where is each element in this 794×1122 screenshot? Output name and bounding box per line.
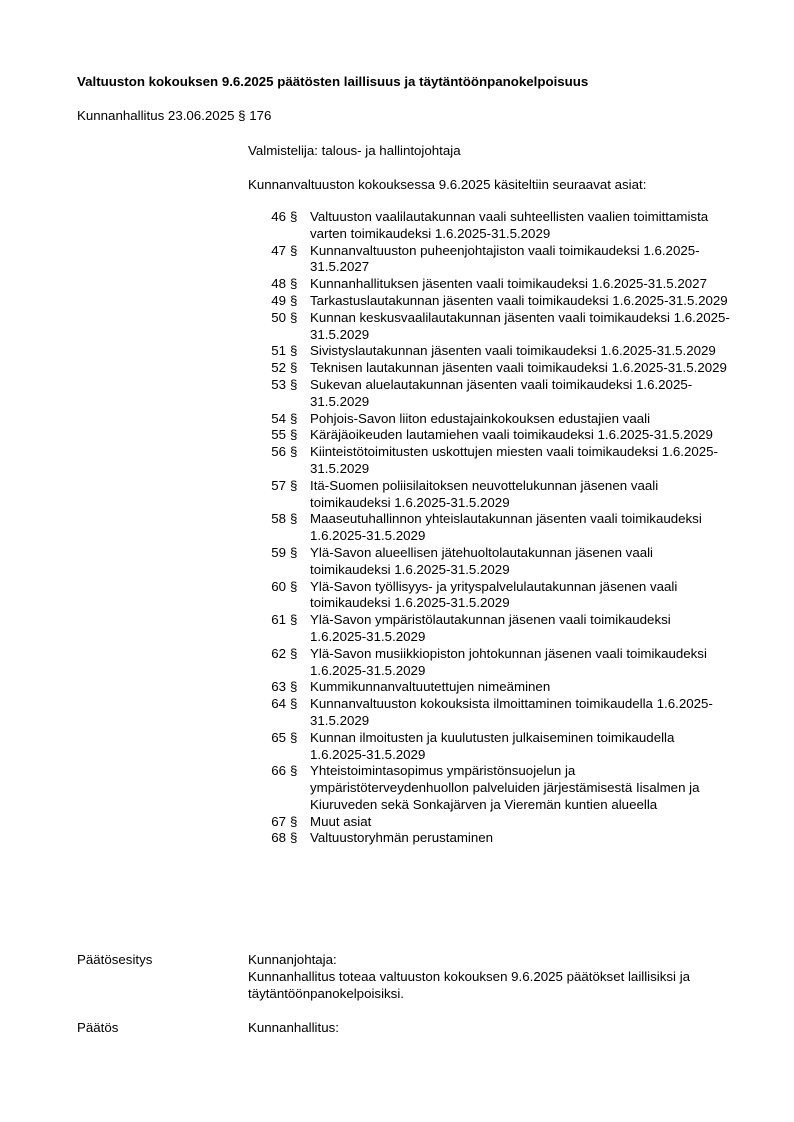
section-sign: § — [290, 612, 298, 628]
section-sign: § — [290, 427, 298, 443]
agenda-item-text: Ylä-Savon ympäristölautakunnan jäsenen vaali toimikaudeksi 1.6.2025-31.5.2029 — [310, 612, 671, 644]
agenda-item-number: 50 — [271, 309, 286, 325]
agenda-item — [248, 679, 748, 696]
agenda-item-number: 63 — [271, 679, 286, 695]
section-sign: § — [290, 376, 298, 392]
agenda-item-text: Kunnan ilmoitusten ja kuulutusten julkaiseminen toimikaudella 1.6.2025-31.5.2029 — [310, 729, 675, 762]
intro-text: Kunnanvaltuuston kokouksessa 9.6.2025 käsiteltiin seuraavat asiat: — [248, 177, 647, 192]
section-sign: § — [290, 544, 298, 560]
section-sign: § — [290, 444, 298, 460]
section-sign: § — [290, 763, 298, 779]
agenda-item — [248, 343, 748, 360]
agenda-item-text: Maaseutuhallinnon yhteislautakunnan jäsenten vaali toimikaudeksi 1.6.2025-31.5.2029 — [310, 511, 702, 544]
agenda-item-text: Teknisen lautakunnan jäsenten vaali toimikaudeksi 1.6.2025-31.5.2029 — [310, 360, 727, 376]
agenda-item — [248, 444, 748, 478]
agenda-item — [248, 545, 748, 579]
agenda-item-number: 66 — [271, 763, 286, 779]
section-sign: § — [290, 830, 298, 846]
agenda-item — [248, 511, 748, 545]
agenda-item-number: 57 — [271, 477, 286, 493]
decision-content — [248, 1020, 748, 1037]
agenda-item-text: Valtuustoryhmän perustaminen — [310, 830, 494, 846]
agenda-item-text: Tarkastuslautakunnan jäsenten vaali toimikaudeksi 1.6.2025-31.5.2029 — [310, 292, 728, 308]
agenda-item — [248, 579, 748, 613]
agenda-item-text: Yhteistoimintasopimus ympäristönsuojelun ja ympäristöterveydenhuollon palveluiden järjestämisestä Iisalmen ja Kiuruveden sekä Sonkajärven ja Vieremän kuntien alueella — [310, 763, 700, 812]
agenda-item-number: 53 — [271, 376, 286, 392]
agenda-item — [248, 814, 748, 831]
proposal-label: Päätösesitys — [77, 952, 153, 967]
agenda-item-number: 65 — [271, 729, 286, 745]
proposal-text: Kunnanhallitus toteaa valtuuston kokouksen 9.6.2025 päätökset laillisiksi ja täytäntöönpanokelpoisiksi. — [248, 968, 691, 1001]
section-sign: § — [290, 578, 298, 594]
section-sign: § — [290, 276, 298, 292]
agenda-item-text: Itä-Suomen poliisilaitoksen neuvottelukunnan jäsenen vaali toimikaudeksi 1.6.2025-31.5.2029 — [310, 477, 659, 510]
proposal-author: Kunnanjohtaja: — [248, 952, 337, 967]
section-sign: § — [290, 645, 298, 661]
agenda-item — [248, 243, 748, 277]
agenda-item — [248, 696, 748, 730]
decision-label: Päätös — [77, 1020, 119, 1035]
agenda-items-list — [248, 209, 748, 847]
agenda-item — [248, 646, 748, 680]
agenda-item-text: Muut asiat — [310, 813, 372, 829]
section-sign: § — [290, 343, 298, 359]
section-sign: § — [290, 679, 298, 695]
agenda-item-number: 67 — [271, 813, 286, 829]
agenda-item-text: Ylä-Savon musiikkiopiston johtokunnan jäsenen vaali toimikaudeksi 1.6.2025-31.5.2029 — [310, 645, 707, 678]
agenda-item — [248, 411, 748, 428]
preparer-line: Valmistelija: talous- ja hallintojohtaja — [248, 143, 461, 158]
agenda-item — [248, 293, 748, 310]
agenda-item-text: Käräjäoikeuden lautamiehen vaali toimikaudeksi 1.6.2025-31.5.2029 — [310, 427, 713, 443]
agenda-item-number: 54 — [271, 410, 286, 426]
agenda-item — [248, 360, 748, 377]
agenda-item-text: Sukevan aluelautakunnan jäsenten vaali toimikaudeksi 1.6.2025-31.5.2029 — [310, 376, 693, 409]
agenda-item-text: Valtuuston vaalilautakunnan vaali suhteellisten vaalien toimittamista varten toimikaudeksi 1.6.2025-31.5.2029 — [310, 209, 709, 241]
agenda-item-text: Sivistyslautakunnan jäsenten vaali toimikaudeksi 1.6.2025-31.5.2029 — [310, 343, 716, 359]
agenda-item-number: 55 — [271, 427, 286, 443]
agenda-item-text: Ylä-Savon työllisyys- ja yrityspalvelulautakunnan jäsenen vaali toimikaudeksi 1.6.2025-31.5.2029 — [310, 578, 678, 611]
agenda-item-number: 52 — [271, 360, 286, 376]
section-sign: § — [290, 309, 298, 325]
agenda-item — [248, 612, 748, 646]
section-sign: § — [290, 410, 298, 426]
agenda-item-number: 62 — [271, 645, 286, 661]
agenda-item-number: 68 — [271, 830, 286, 846]
section-sign: § — [290, 511, 298, 527]
agenda-item — [248, 209, 748, 243]
agenda-item-number: 46 — [271, 209, 286, 224]
agenda-item-text: Pohjois-Savon liiton edustajainkokouksen edustajien vaali — [310, 410, 651, 426]
meeting-reference: Kunnanhallitus 23.06.2025 § 176 — [77, 108, 272, 123]
agenda-item-text: Kunnanvaltuuston kokouksista ilmoittaminen toimikaudella 1.6.2025-31.5.2029 — [310, 696, 713, 728]
agenda-item — [248, 830, 748, 847]
section-sign: § — [290, 360, 298, 376]
agenda-item-number: 47 — [271, 242, 286, 258]
agenda-item-text: Kunnanvaltuuston puheenjohtajiston vaali toimikaudeksi 1.6.2025-31.5.2027 — [310, 242, 700, 275]
agenda-item-text: Kunnan keskusvaalilautakunnan jäsenten vaali toimikaudeksi 1.6.2025-31.5.2029 — [310, 309, 730, 342]
agenda-item — [248, 427, 748, 444]
decision-author: Kunnanhallitus: — [248, 1020, 339, 1035]
agenda-item — [248, 276, 748, 293]
agenda-item-text: Ylä-Savon alueellisen jätehuoltolautakunnan jäsenen vaali toimikaudeksi 1.6.2025-31.5.2029 — [310, 544, 654, 577]
section-sign: § — [290, 729, 298, 745]
section-sign: § — [290, 209, 298, 224]
agenda-item-number: 48 — [271, 276, 286, 292]
agenda-item — [248, 763, 748, 813]
section-sign: § — [290, 477, 298, 493]
proposal-content — [248, 952, 748, 1002]
section-sign: § — [290, 242, 298, 258]
agenda-item-text: Kiinteistötoimitusten uskottujen miesten vaali toimikaudeksi 1.6.2025-31.5.2029 — [310, 444, 718, 476]
agenda-item-number: 59 — [271, 544, 286, 560]
agenda-item — [248, 310, 748, 344]
agenda-item-number: 51 — [271, 343, 286, 359]
agenda-item-number: 60 — [271, 578, 286, 594]
agenda-item-number: 61 — [271, 612, 286, 628]
agenda-item — [248, 377, 748, 411]
agenda-item-text: Kunnanhallituksen jäsenten vaali toimikaudeksi 1.6.2025-31.5.2027 — [310, 276, 707, 292]
agenda-item-number: 49 — [271, 292, 286, 308]
agenda-item — [248, 478, 748, 512]
agenda-item — [248, 730, 748, 764]
document-title: Valtuuston kokouksen 9.6.2025 päätösten laillisuus ja täytäntöönpanokelpoisuus — [77, 74, 589, 89]
section-sign: § — [290, 696, 298, 712]
section-sign: § — [290, 813, 298, 829]
section-sign: § — [290, 292, 298, 308]
agenda-item-text: Kummikunnanvaltuutettujen nimeäminen — [310, 679, 551, 695]
agenda-item-number: 64 — [271, 696, 286, 712]
agenda-item-number: 58 — [271, 511, 286, 527]
agenda-item-number: 56 — [271, 444, 286, 460]
